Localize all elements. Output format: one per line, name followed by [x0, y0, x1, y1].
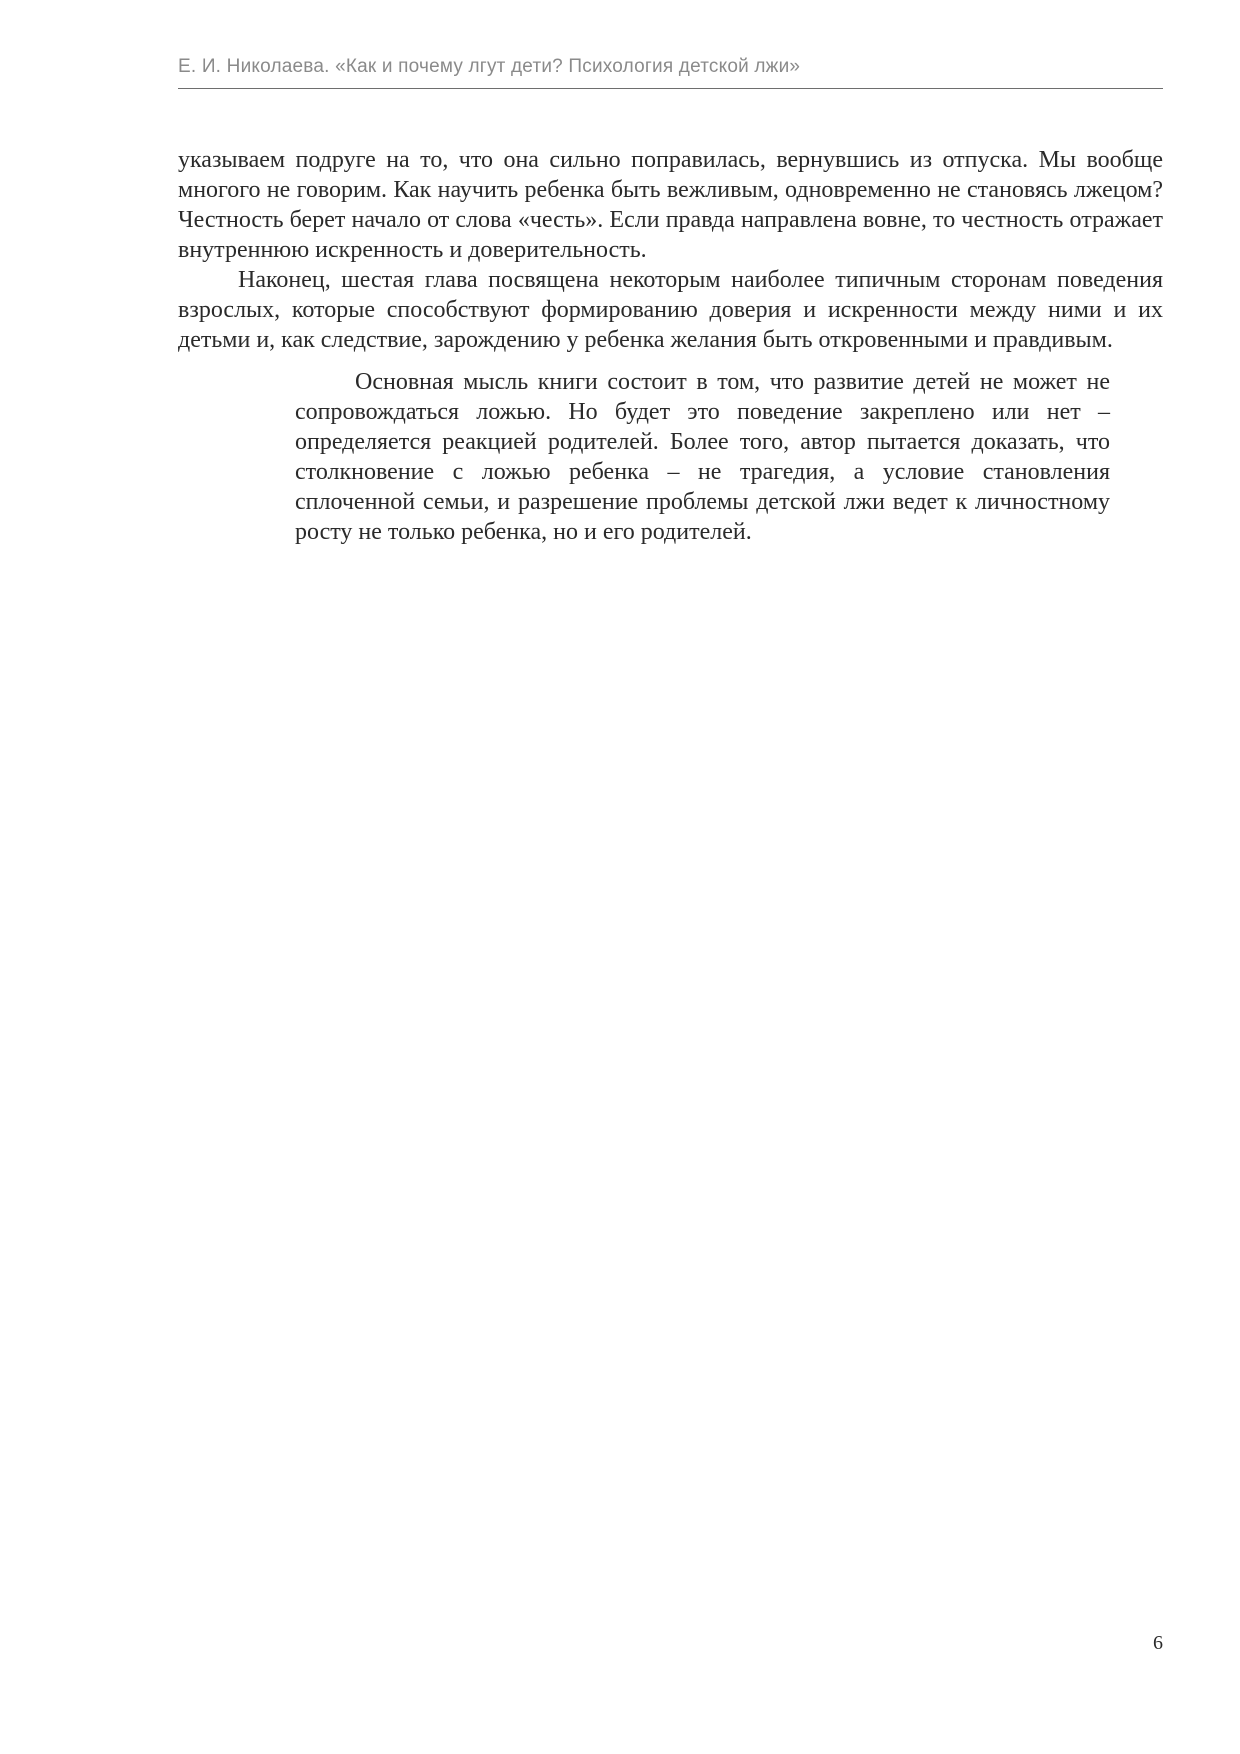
abstract-block — [295, 367, 1110, 547]
paragraph-continuation: указываем подруге на то, что она сильно поправилась, вернувшись из отпуска. Мы вообще многого не говорим. Как научить ребенка быть вежливым, одновременно не становясь лжецом? Честность берет начало от слова «честь». Если правда направлена вовне, то честность отражает внутреннюю искренность и доверительность. — [178, 147, 1163, 263]
header-divider — [178, 88, 1163, 89]
page-number: 6 — [1153, 1632, 1163, 1654]
abstract-text: Основная мысль книги состоит в том, что развитие детей не может не сопровождаться ложью. Но будет это поведение закреплено или нет – определяется реакцией родителей. Более того, автор пытается доказать, что столкновение с ложью ребенка – не трагедия, а условие становления сплоченной семьи, и разрешение проблемы детской лжи ведет к личностному росту не только ребенка, но и его родителей. — [295, 369, 1110, 545]
running-header: Е. И. Николаева. «Как и почему лгут дети? Психология детской лжи» — [178, 56, 801, 77]
body-text — [178, 145, 1163, 355]
paragraph-chapter-six: Наконец, шестая глава посвящена некоторым наиболее типичным сторонам поведения взрослых, которые способствуют формированию доверия и искренности между ними и их детьми и, как следствие, зарождению у ребенка желания быть откровенными и правдивым. — [178, 267, 1163, 353]
